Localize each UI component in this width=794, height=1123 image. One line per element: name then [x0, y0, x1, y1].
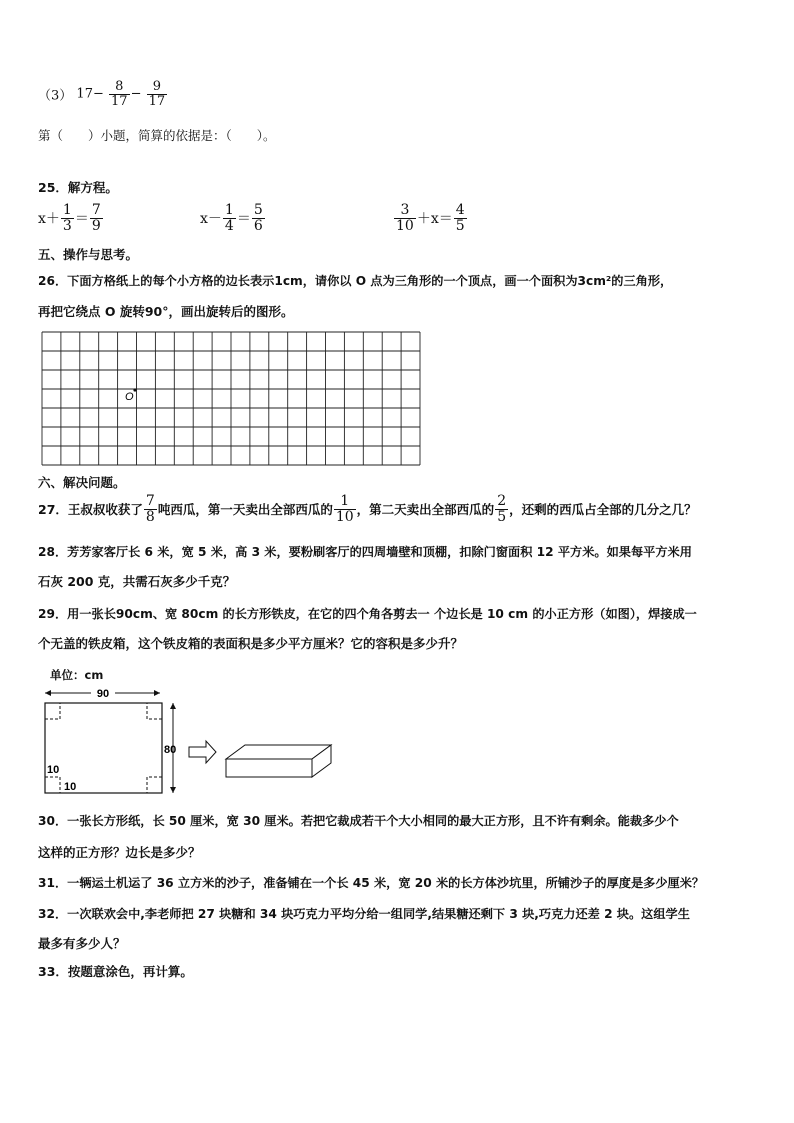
numerator: 1	[62, 202, 72, 218]
denominator: 8	[145, 508, 155, 525]
fraction	[144, 494, 157, 524]
q27-text: 27．王叔叔收获了	[38, 502, 143, 518]
fraction	[252, 203, 265, 233]
denominator: 4	[224, 217, 234, 234]
denominator: 5	[497, 508, 507, 525]
fraction	[334, 494, 356, 524]
fraction	[147, 80, 168, 108]
point-o-marker	[133, 388, 136, 391]
equation-1	[38, 203, 104, 233]
corner-width-label: 10	[64, 781, 77, 793]
q26-line-1: 26．下面方格纸上的每个小方格的边长表示1cm，请你以 O 点为三角形的一个顶点，画一个面积为3cm²的三角形，	[38, 274, 673, 288]
arrow-left-icon	[45, 690, 51, 696]
q27	[38, 494, 697, 524]
denominator: 17	[111, 93, 128, 109]
fraction	[495, 494, 508, 524]
fraction	[223, 203, 236, 233]
numerator: 9	[147, 80, 168, 95]
eq-prefix: x－	[200, 211, 222, 228]
denominator: 6	[253, 217, 263, 234]
numerator: 7	[91, 202, 101, 218]
q28-line-1: 28．芳芳家客厅长 6 米，宽 5 米，高 3 米，要粉刷客厅的四周墙壁和顶棚，扣除门窗面积 12 平方米。如果每平方米用	[38, 545, 692, 559]
arrow-down-icon	[170, 787, 176, 793]
minus-sign: −	[92, 86, 104, 102]
fraction	[394, 203, 416, 233]
numerator: 3	[394, 203, 416, 219]
numerator: 4	[455, 202, 465, 218]
q27-text: ，还剩的西瓜占全部的几分之几？	[509, 502, 697, 518]
q27-text: ，第二天卖出全部西瓜的	[356, 502, 495, 518]
arrow-right-icon	[154, 690, 160, 696]
denominator: 9	[91, 217, 101, 234]
q30-line-1: 30．一张长方形纸，长 50 厘米，宽 30 厘米。若把它裁成若干个大小相同的最大正方形，且不许有剩余。能裁多少个	[38, 814, 679, 828]
minus-sign: −	[130, 86, 142, 102]
q28-line-2: 石灰 200 克，共需石灰多少千克？	[38, 574, 236, 589]
equation-3	[393, 203, 468, 233]
numerator: 1	[224, 202, 234, 218]
q32-line-2: 最多有多少人？	[38, 936, 126, 951]
q32-line-1: 32．一次联欢会中,李老师把 27 块糖和 34 块巧克力平均分给一组同学,结果糖还剩下 3 块,巧克力还差 2 块。这组学生	[38, 907, 690, 921]
q33: 33．按题意涂色，再计算。	[38, 964, 193, 979]
q27-text: 吨西瓜，第一天卖出全部西瓜的	[157, 502, 333, 518]
q29-line-1: 29．用一张长90cm、宽 80cm 的长方形铁皮，在它的四个角各剪去一 个边长是 10 cm 的小正方形（如图），焊接成一	[38, 607, 697, 621]
equals-sign: ＝	[236, 211, 251, 228]
section-5-heading: 五、操作与思考。	[38, 247, 139, 262]
denominator: 10	[335, 508, 354, 525]
denominator: 17	[148, 93, 166, 109]
width-label: 80	[164, 744, 177, 756]
corner-height-label: 10	[47, 764, 60, 776]
item-3-expression	[38, 80, 168, 108]
equals-sign: ＝	[74, 211, 89, 228]
numerator: 5	[253, 202, 263, 218]
fraction	[454, 203, 467, 233]
corner-square-tr	[147, 703, 162, 719]
corner-square-bl	[45, 777, 60, 793]
corner-square-tl	[45, 703, 60, 719]
q25-title: 25．解方程。	[38, 180, 118, 195]
eq-prefix: x＋	[38, 211, 60, 228]
sheet-diagram	[36, 683, 366, 798]
numerator: 8	[109, 80, 130, 95]
unit-label: 单位：cm	[50, 668, 104, 682]
point-o-label: O	[125, 391, 134, 403]
q30-line-2: 这样的正方形？边长是多少？	[38, 845, 201, 860]
whole-number: 17	[76, 86, 93, 102]
arrow-up-icon	[170, 703, 176, 709]
box-3d-icon	[226, 745, 331, 777]
grid-paper	[40, 330, 422, 467]
corner-square-br	[147, 777, 162, 793]
sheet-rectangle	[45, 703, 162, 793]
q29-line-2: 个无盖的铁皮箱，这个铁皮箱的表面积是多少平方厘米？它的容积是多少升？	[38, 636, 464, 651]
denominator: 5	[455, 217, 465, 234]
q26-line-2: 再把它绕点 O 旋转90°，画出旋转后的图形。	[38, 304, 294, 319]
denominator: 10	[396, 217, 414, 234]
numerator: 7	[145, 493, 155, 509]
length-label: 90	[96, 688, 110, 700]
numerator: 1	[334, 494, 356, 510]
transform-arrow-icon	[189, 741, 216, 763]
q31: 31．一辆运土机运了 36 立方米的沙子，准备铺在一个长 45 米，宽 20 米的长方体沙坑里，所铺沙子的厚度是多少厘米？	[38, 876, 705, 890]
fraction	[90, 203, 103, 233]
section-6-heading: 六、解决问题。	[38, 475, 126, 490]
numerator: 2	[497, 493, 507, 509]
fraction	[61, 203, 74, 233]
eq-middle: ＋x＝	[416, 211, 453, 228]
fraction	[109, 80, 130, 108]
item-label: （3）	[38, 88, 73, 104]
equation-2	[200, 203, 266, 233]
blank-line: 第（ ）小题，简算的依据是：（ ）。	[38, 128, 276, 143]
denominator: 3	[62, 217, 72, 234]
